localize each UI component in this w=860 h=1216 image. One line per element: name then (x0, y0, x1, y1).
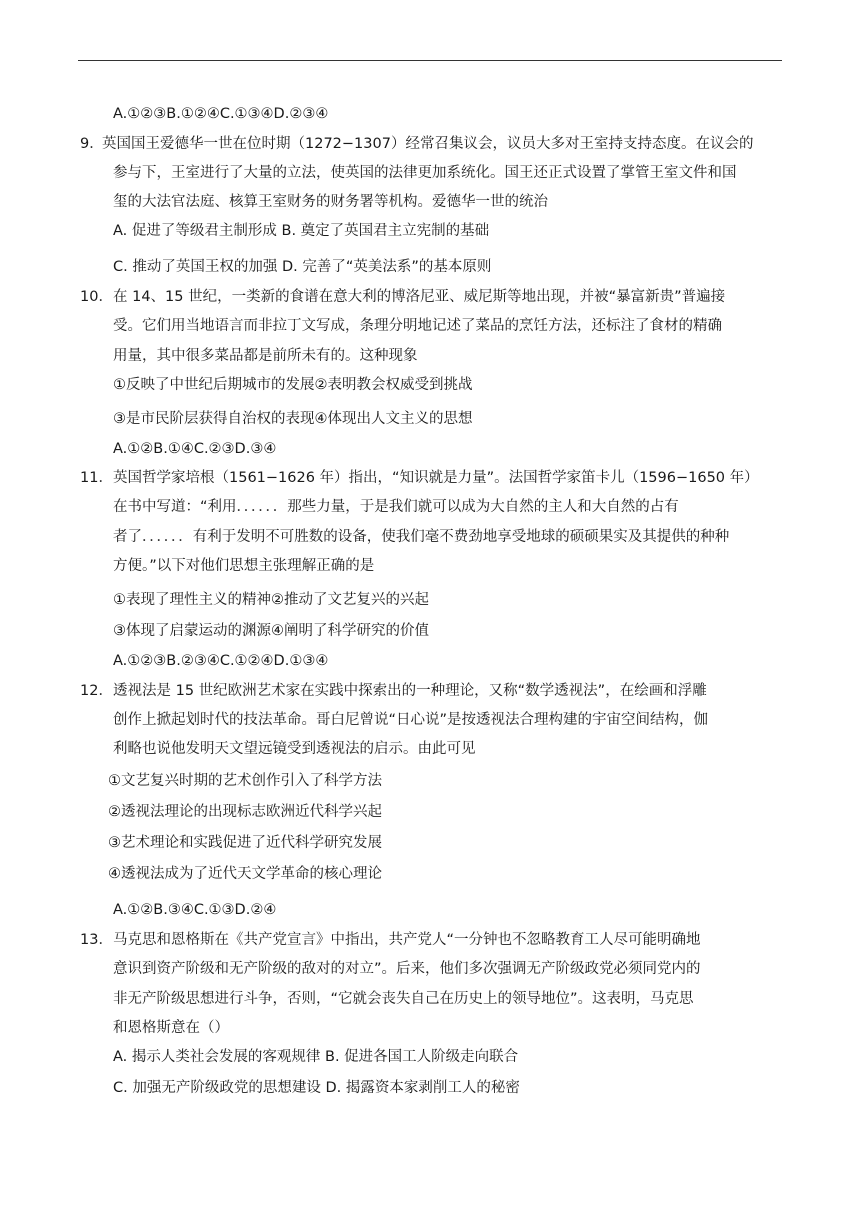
text-line: ③体现了启蒙运动的渊源④阐明了科学研究的价值 (113, 623, 429, 639)
text-line: 透视法是 15 世纪欧洲艺术家在实践中探索出的一种理论，又称“数学透视法”，在绘画和浮雕 (113, 683, 707, 699)
text-line: ③艺术理论和实践促进了近代科学研究发展 (108, 835, 382, 851)
text-line: 非无产阶级思想进行斗争，否则，“它就会丧失自己在历史上的领导地位”。这表明，马克思 (113, 991, 694, 1007)
text-line: ③是市民阶层获得自治权的表现④体现出人文主义的思想 (113, 411, 473, 427)
text-line: 在 14、15 世纪，一类新的食谱在意大利的博洛尼亚、威尼斯等地出现，并被“暴富新贵”普遍接 (113, 289, 726, 305)
text-line: 玺的大法官法庭、核算王室财务的财务署等机构。爱德华一世的统治 (113, 194, 548, 210)
text-line: 英国哲学家培根（1561−1626 年）指出，“知识就是力量”。法国哲学家笛卡儿（1596−1650 年） (113, 470, 759, 486)
text-line: C. 推动了英国王权的加强 D. 完善了“英美法系”的基本原则 (113, 259, 492, 275)
text-line: 方便。”以下对他们思想主张理解正确的是 (113, 558, 375, 574)
text-line: 英国国王爱德华一世在位时期（1272−1307）经常召集议会，议员大多对王室持支持态度。在议会的 (102, 136, 754, 152)
text-line: 在书中写道：“利用．．．．．．那些力量，于是我们就可以成为大自然的主人和大自然的占有 (113, 499, 679, 515)
text-line: ①反映了中世纪后期城市的发展②表明教会权威受到挑战 (113, 377, 473, 393)
text-line: 利略也说他发明天文望远镜受到透视法的启示。由此可见 (113, 741, 476, 757)
text-line: A.①②③B.②③④C.①②④D.①③④ (113, 653, 329, 669)
text-line: 者了．．．．．．有利于发明不可胜数的设备，使我们毫不费劲地享受地球的硕硕果实及其提供的种种 (113, 529, 730, 545)
text-line: A.①②B.③④C.①③D.②④ (113, 902, 277, 918)
text-line: 和恩格斯意在（） (113, 1020, 229, 1036)
header-rule (78, 60, 782, 61)
text-line: A. 揭示人类社会发展的客观规律 B. 促进各国工人阶级走向联合 (113, 1049, 519, 1065)
text-line: A.①②③B.①②④C.①③④D.②③④ (113, 106, 329, 122)
text-line: 参与下，王室进行了大量的立法，使英国的法律更加系统化。国王还正式设置了掌管王室文件和国 (113, 165, 737, 181)
text-line: ①文艺复兴时期的艺术创作引入了科学方法 (108, 773, 382, 789)
question-number: 9． (80, 136, 104, 152)
text-line: ②透视法理论的出现标志欧洲近代科学兴起 (108, 804, 382, 820)
question-number: 13． (80, 932, 113, 948)
text-line: 马克思和恩格斯在《共产党宣言》中指出，共产党人“一分钟也不忽略教育工人尽可能明确地 (113, 932, 701, 948)
text-line: 用量，其中很多菜品都是前所未有的。这种现象 (113, 348, 418, 364)
text-line: 受。它们用当地语言而非拉丁文写成，条理分明地记述了菜品的烹饪方法，还标注了食材的精确 (113, 318, 722, 334)
text-line: 意识到资产阶级和无产阶级的敌对的对立”。后来，他们多次强调无产阶级政党必须同党内的 (113, 961, 701, 977)
text-line: 创作上掀起划时代的技法革命。哥白尼曾说“日心说”是按透视法合理构建的宇宙空间结构，伽 (113, 712, 709, 728)
text-line: A. 促进了等级君主制形成 B. 奠定了英国君主立宪制的基础 (113, 223, 490, 239)
question-number: 12． (80, 683, 113, 699)
question-number: 11． (80, 470, 113, 486)
question-number: 10． (80, 289, 113, 305)
text-line: A.①②B.①④C.②③D.③④ (113, 441, 277, 457)
text-line: ①表现了理性主义的精神②推动了文艺复兴的兴起 (113, 592, 429, 608)
text-line: C. 加强无产阶级政党的思想建设 D. 揭露资本家剥削工人的秘密 (113, 1080, 520, 1096)
text-line: ④透视法成为了近代天文学革命的核心理论 (108, 866, 382, 882)
